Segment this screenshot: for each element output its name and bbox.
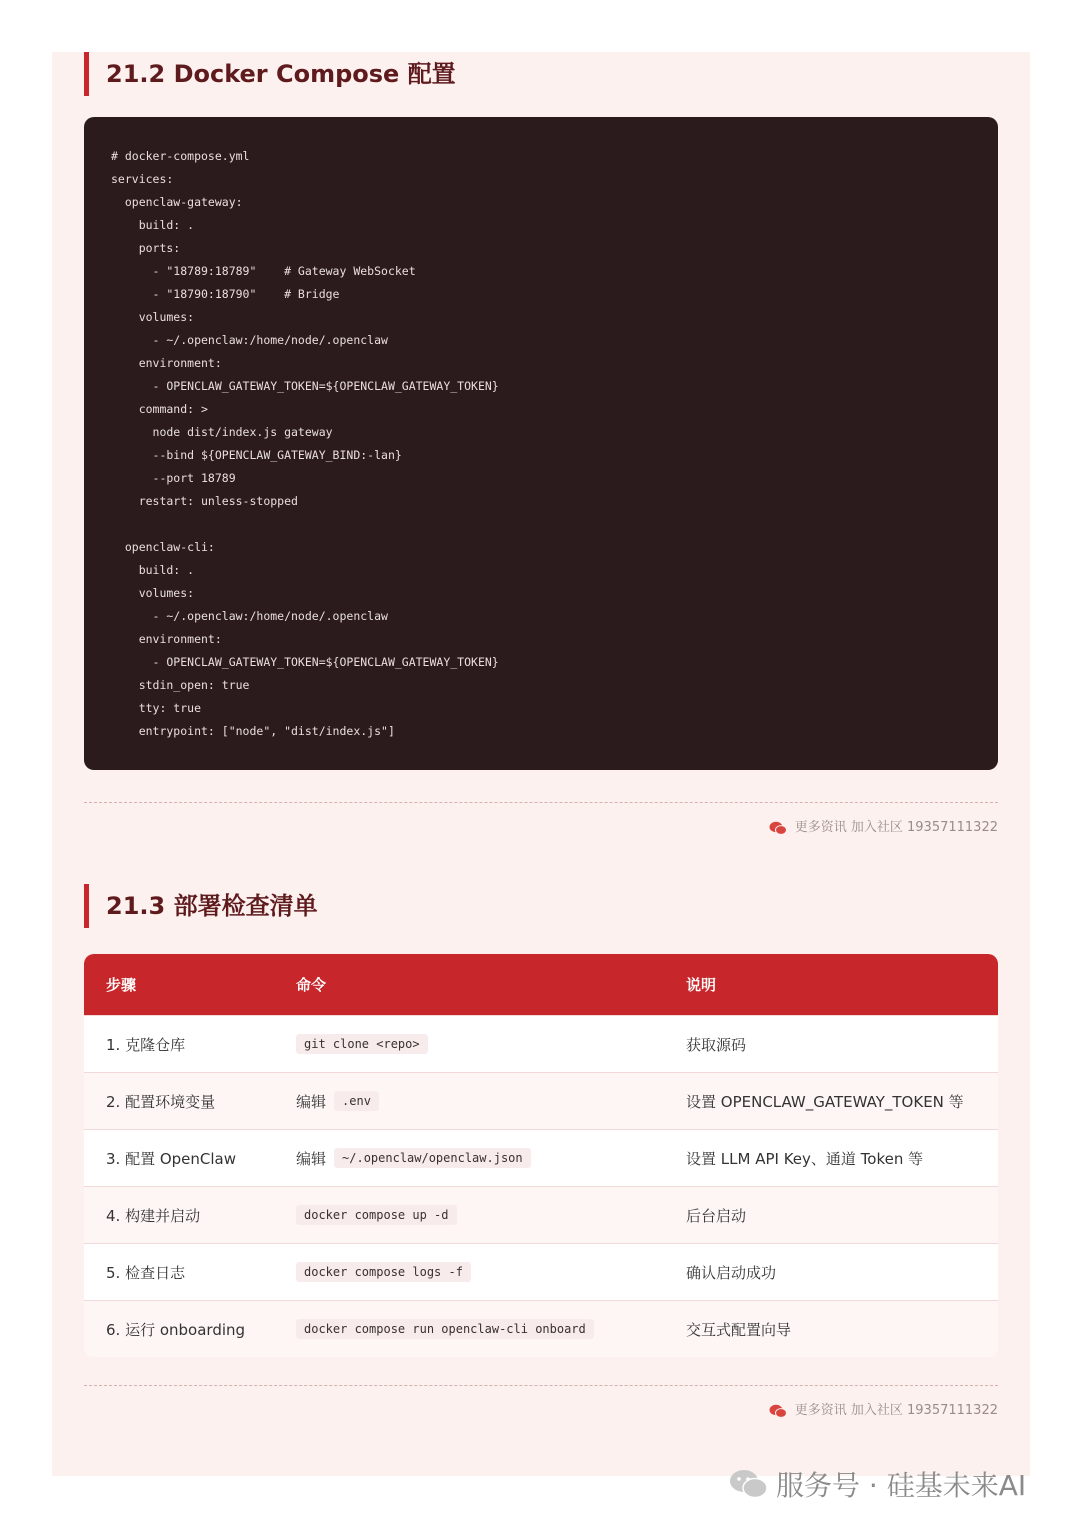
code-text: # docker-compose.yml services: openclaw-gateway: build: . ports: - "18789:18789" # Gateway WebSocket - "18790:18790" # Bridge volumes: - ~/.openclaw:/home/node/.openclaw environment: - OPENCLAW_GATEWAY_TOKEN=${OPENCLAW_GATEWAY_TOKEN} command: > node dist/index.js gateway --bind ${OPENCLAW_GATEWAY_BIND:-lan} --port 18789 restart: unless-stopped openclaw-cli: build: . volumes: - ~/.openclaw:/home/node/.openclaw environment: - OPENCLAW_GATEWAY_TOKEN=${OPENCLAW_GATEWAY_TOKEN} stdin_open: true tty: true entrypoint: ["node", "dist/index.js"] — [111, 149, 499, 738]
cell-description: 设置 OPENCLAW_GATEWAY_TOKEN 等 — [686, 1092, 964, 1111]
cell-command — [274, 1148, 664, 1169]
table-row — [84, 1072, 998, 1129]
cell-command — [274, 1205, 664, 1225]
cell-step: 3. 配置 OpenClaw — [106, 1149, 237, 1168]
dashed-divider — [84, 1385, 998, 1386]
community-note — [769, 818, 998, 838]
community-note-text: 更多资讯 加入社区 19357111322 — [794, 1403, 998, 1418]
command-chip: ~/.openclaw/openclaw.json — [334, 1148, 531, 1168]
cell-description: 后台启动 — [686, 1206, 747, 1225]
cell-command — [274, 1034, 664, 1054]
cell-step: 4. 构建并启动 — [106, 1206, 201, 1225]
table-row — [84, 1015, 998, 1072]
header-description: 说明 — [686, 976, 717, 994]
community-note — [769, 1401, 998, 1421]
document-page — [52, 52, 1030, 1476]
community-note-text: 更多资讯 加入社区 19357111322 — [794, 820, 998, 835]
cell-step: 5. 检查日志 — [106, 1263, 186, 1282]
dashed-divider — [84, 802, 998, 803]
cell-description: 交互式配置向导 — [686, 1320, 792, 1339]
cell-step: 2. 配置环境变量 — [106, 1092, 216, 1111]
watermark-text: 服务号 · 硅基未来AI — [776, 1469, 1027, 1502]
header-step: 步骤 — [106, 976, 137, 994]
cell-description: 确认启动成功 — [686, 1263, 777, 1282]
header-command: 命令 — [296, 976, 327, 994]
wechat-icon — [769, 821, 787, 835]
table-header — [84, 954, 998, 1015]
command-chip: git clone <repo> — [296, 1034, 428, 1054]
table-row — [84, 1129, 998, 1186]
cell-command — [274, 1262, 664, 1282]
table-row — [84, 1300, 998, 1357]
table-row — [84, 1243, 998, 1300]
table-row — [84, 1186, 998, 1243]
section-heading-checklist: 21.3 部署检查清单 — [84, 884, 318, 928]
code-block — [84, 117, 998, 770]
watermark — [728, 1462, 1026, 1506]
command-chip: .env — [334, 1091, 379, 1111]
cell-command — [274, 1319, 664, 1339]
edit-label: 编辑 — [296, 1149, 327, 1168]
checklist-table — [84, 954, 998, 1357]
cell-step: 1. 克隆仓库 — [106, 1035, 186, 1054]
command-chip: docker compose logs -f — [296, 1262, 471, 1282]
wechat-icon — [769, 1404, 787, 1418]
wechat-icon — [728, 1468, 768, 1500]
command-chip: docker compose up -d — [296, 1205, 457, 1225]
cell-command — [274, 1091, 664, 1112]
section-heading-docker-compose: 21.2 Docker Compose 配置 — [84, 52, 456, 96]
command-chip: docker compose run openclaw-cli onboard — [296, 1319, 594, 1339]
cell-step: 6. 运行 onboarding — [106, 1320, 246, 1339]
cell-description: 获取源码 — [686, 1035, 747, 1054]
edit-label: 编辑 — [296, 1092, 327, 1111]
cell-description: 设置 LLM API Key、通道 Token 等 — [686, 1149, 924, 1168]
